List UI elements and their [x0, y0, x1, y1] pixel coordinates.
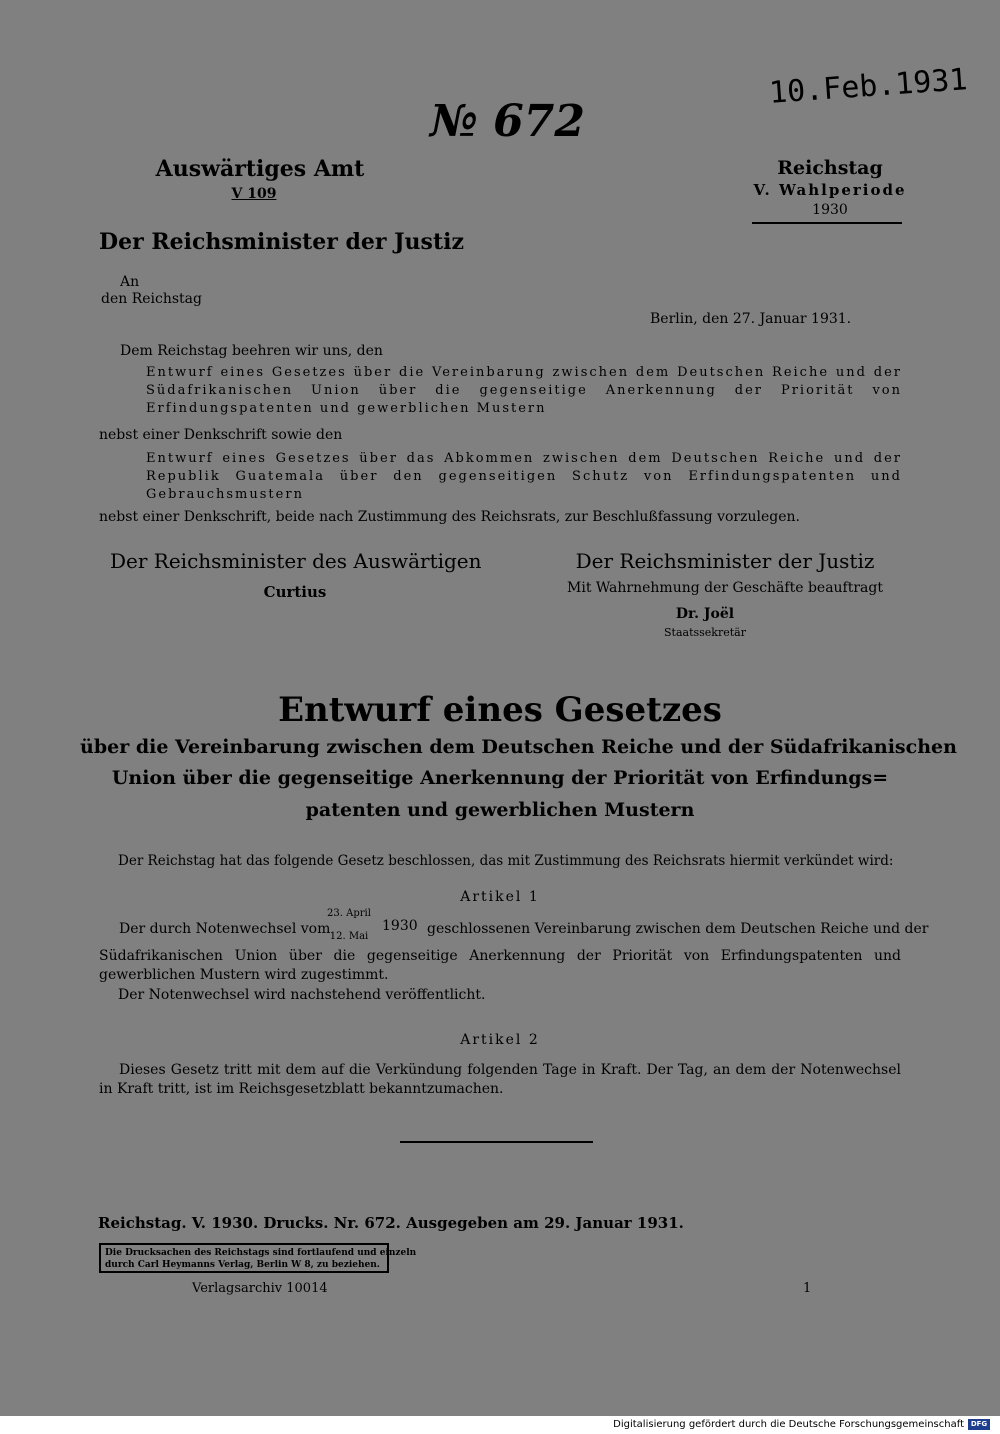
place-and-date: Berlin, den 27. Januar 1931.	[650, 311, 852, 327]
signature-left-title: Der Reichsminister des Auswärtigen	[110, 549, 482, 573]
article-1-date-bottom: 12. Mai	[329, 931, 369, 942]
archive-number: Verlagsarchiv 10014	[192, 1281, 328, 1296]
article-1-text-end: geschlossenen Vereinbarung zwischen dem Deutschen Reiche und der	[427, 921, 929, 937]
distribution-notice-line2: durch Carl Heymanns Verlag, Berlin W 8, zu beziehen.	[105, 1260, 380, 1270]
signature-right-title: Der Reichsminister der Justiz	[575, 549, 875, 573]
signature-left-name: Curtius	[263, 583, 327, 601]
draft-title-1: Entwurf eines Gesetzes über die Vereinbarung zwischen dem Deutschen Reiche und der Südafrikanischen Union über die gegenseitige Anerkennung der Priorität von Erfindungspatenten und gewerblichen Mustern	[146, 365, 902, 416]
article-1-paragraph-2: Der Notenwechsel wird nachstehend veröffentlicht.	[118, 987, 486, 1003]
colophon-line: Reichstag. V. 1930. Drucks. Nr. 672. Ausgegeben am 29. Januar 1931.	[98, 1214, 684, 1232]
article-1-heading: Artikel 1	[460, 889, 540, 905]
wahlperiode-year: 1930	[812, 202, 848, 218]
sender-minister: Der Reichsminister der Justiz	[99, 229, 464, 255]
document-number: № 672	[430, 96, 585, 147]
article-2-text: Dieses Gesetz tritt mit dem auf die Verkündung folgenden Tage in Kraft. Der Tag, an dem der Notenwechsel in Kraft tritt, ist im Reichsgesetzblatt bekanntzumachen.	[99, 1062, 901, 1097]
funding-credit: Digitalisierung gefördert durch die Deutsche Forschungsgemeinschaft	[613, 1419, 964, 1430]
recipient-line1: An	[120, 274, 140, 290]
signature-right-name: Dr. Joël	[675, 606, 735, 622]
reichstag-label: Reichstag	[777, 157, 883, 179]
signature-right-role: Staatssekretär	[664, 626, 746, 639]
bill-subtitle-line1: über die Vereinbarung zwischen dem Deutschen Reiche und der Südafrikanischen	[80, 736, 957, 758]
recipient-line2: den Reichstag	[101, 291, 202, 307]
bill-subtitle-line3: patenten und gewerblichen Mustern	[305, 799, 695, 821]
enactment-clause: Der Reichstag hat das folgende Gesetz beschlossen, das mit Zustimmung des Reichsrats hiermit verkündet wird:	[118, 853, 894, 869]
wahlperiode-label: V. Wahlperiode	[753, 181, 907, 199]
article-1-year: 1930	[382, 918, 418, 934]
office-reference: V 109	[231, 186, 277, 202]
article-1-text-continued: Südafrikanischen Union über die gegenseitige Anerkennung der Priorität von Erfindungspatenten und gewerblichen Mustern wird zugestimmt.	[99, 948, 901, 983]
article-1-text-start: Der durch Notenwechsel vom	[119, 921, 331, 937]
header-right-rule	[752, 222, 902, 224]
distribution-notice-line1: Die Drucksachen des Reichstags sind fortlaufend und einzeln	[105, 1248, 417, 1258]
article-1-date-top: 23. April	[327, 908, 371, 919]
distribution-notice-box	[99, 1243, 417, 1273]
letter-closing: nebst einer Denkschrift, beide nach Zustimmung des Reichsrats, zur Beschlußfassung vorzulegen.	[99, 509, 800, 525]
page-number: 1	[803, 1281, 812, 1296]
letter-mid: nebst einer Denkschrift sowie den	[99, 427, 343, 443]
office-name: Auswärtiges Amt	[155, 156, 365, 182]
draft-title-2: Entwurf eines Gesetzes über das Abkommen zwischen dem Deutschen Reiche und der Republik Guatemala über den gegenseitigen Schutz von Erfindungspatenten und Gebrauchsmustern	[146, 451, 902, 502]
dfg-logo: DFG	[968, 1419, 990, 1430]
signature-right-subtitle: Mit Wahrnehmung der Geschäfte beauftragt	[567, 580, 883, 596]
received-stamp-date: 10.Feb.1931	[768, 62, 969, 111]
article-2-heading: Artikel 2	[460, 1032, 540, 1048]
letter-intro: Dem Reichstag beehren wir uns, den	[120, 343, 383, 359]
bill-title: Entwurf eines Gesetzes	[278, 690, 722, 730]
digitization-footer	[0, 1416, 1000, 1434]
bill-subtitle-line2: Union über die gegenseitige Anerkennung der Priorität von Erfindungs=	[111, 767, 889, 789]
closing-rule	[400, 1141, 593, 1143]
